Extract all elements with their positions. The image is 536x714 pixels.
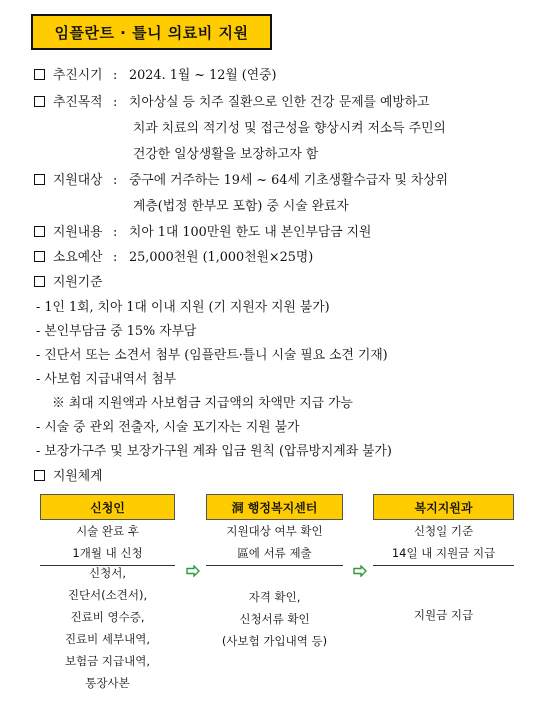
title-box	[31, 14, 272, 50]
checkbox-icon	[34, 69, 45, 80]
criteria-bullet: - 진단서 또는 소견서 첨부 (임플란트·틀니 시술 필요 소견 기재)	[36, 348, 388, 363]
item-value: 중구에 거주하는 19세 ~ 64세 기초생활수급자 및 차상위	[129, 173, 448, 188]
criteria-bullet: - 보장가구주 및 보장가구원 계좌 입금 원칙 (압류방지계좌 불가)	[36, 444, 392, 459]
flow-step-welfare-header: 복지지원과	[373, 494, 514, 520]
item-purpose: 추진목적 : 치아상실 등 치주 질환으로 인한 건강 문제를 예방하고	[34, 95, 429, 111]
flow-step-applicant-bottom: 신청서, 진단서(소견서), 진료비 영수증, 진료비 세부내역, 보험금 지급내역, 통장사본	[64, 566, 151, 690]
divider	[206, 565, 343, 566]
criteria-bullet: - 시술 중 관외 전출자, 시술 포기자는 지원 불가	[36, 420, 300, 435]
criteria-heading	[34, 275, 102, 291]
checkbox-icon	[34, 470, 45, 481]
item-value-cont: 치과 치료의 적기성 및 접근성을 향상시켜 저소득 주민의	[133, 121, 446, 136]
divider	[373, 565, 514, 566]
item-value-cont: 건강한 일상생활을 보장하고자 함	[133, 147, 319, 162]
criteria-bullet: - 1인 1회, 치아 1대 이내 지원 (기 지원자 지원 불가)	[36, 300, 330, 315]
item-label: 추진시기	[53, 68, 103, 83]
item-value: 치아상실 등 치주 질환으로 인한 건강 문제를 예방하고	[129, 95, 430, 110]
checkbox-icon	[34, 226, 45, 237]
item-budget: 소요예산 : 25,000천원 (1,000천원×25명)	[34, 250, 313, 266]
flow-step-welfare-bottom: 지원금 지급	[413, 608, 474, 622]
page-title: 임플란트 · 틀니 의료비 지원	[54, 23, 249, 42]
item-target: 지원대상 : 중구에 거주하는 19세 ~ 64세 기초생활수급자 및 차상위	[34, 173, 448, 189]
checkbox-icon	[34, 276, 45, 287]
criteria-bullet: - 본인부담금 중 15% 자부담	[36, 324, 197, 339]
item-label: 추진목적	[53, 95, 103, 110]
criteria-note: ※ 최대 지원액과 사보험금 지급액의 차액만 지급 가능	[52, 396, 353, 411]
item-label: 지원내용	[53, 225, 103, 240]
item-value: 치아 1대 100만원 한도 내 본인부담금 지원	[129, 225, 372, 240]
criteria-bullet: - 사보험 지급내역서 첨부	[36, 372, 177, 387]
item-period: 추진시기 : 2024. 1월 ~ 12월 (연중)	[34, 68, 277, 84]
flow-step-applicant-header: 신청인	[40, 494, 175, 520]
checkbox-icon	[34, 174, 45, 185]
system-label: 지원체계	[53, 469, 103, 484]
flow-step-center-top: 지원대상 여부 확인 區에 서류 제출	[226, 524, 323, 560]
item-label: 지원대상	[53, 173, 103, 188]
item-content: 지원내용 : 치아 1대 100만원 한도 내 본인부담금 지원	[34, 225, 371, 241]
item-label: 소요예산	[53, 250, 103, 265]
flow-step-center-bottom: 자격 확인, 신청서류 확인 (사보험 가입내역 등)	[221, 590, 328, 648]
system-heading	[34, 469, 102, 485]
flow-step-center-header: 洞 행정복지센터	[206, 494, 343, 520]
checkbox-icon	[34, 96, 45, 107]
criteria-label: 지원기준	[53, 275, 103, 290]
item-value: 25,000천원 (1,000천원×25명)	[129, 250, 314, 265]
green-double-arrow-icon	[186, 565, 200, 577]
checkbox-icon	[34, 251, 45, 262]
flow-step-applicant-top: 시술 완료 후 1개월 내 신청	[72, 524, 143, 560]
green-double-arrow-icon	[353, 565, 367, 577]
flow-step-welfare-top: 신청일 기준 14일 내 지원금 지급	[391, 524, 496, 560]
item-value-cont: 계층(법정 한부모 포함) 중 시술 완료자	[133, 199, 349, 214]
item-value: 2024. 1월 ~ 12월 (연중)	[129, 68, 277, 83]
